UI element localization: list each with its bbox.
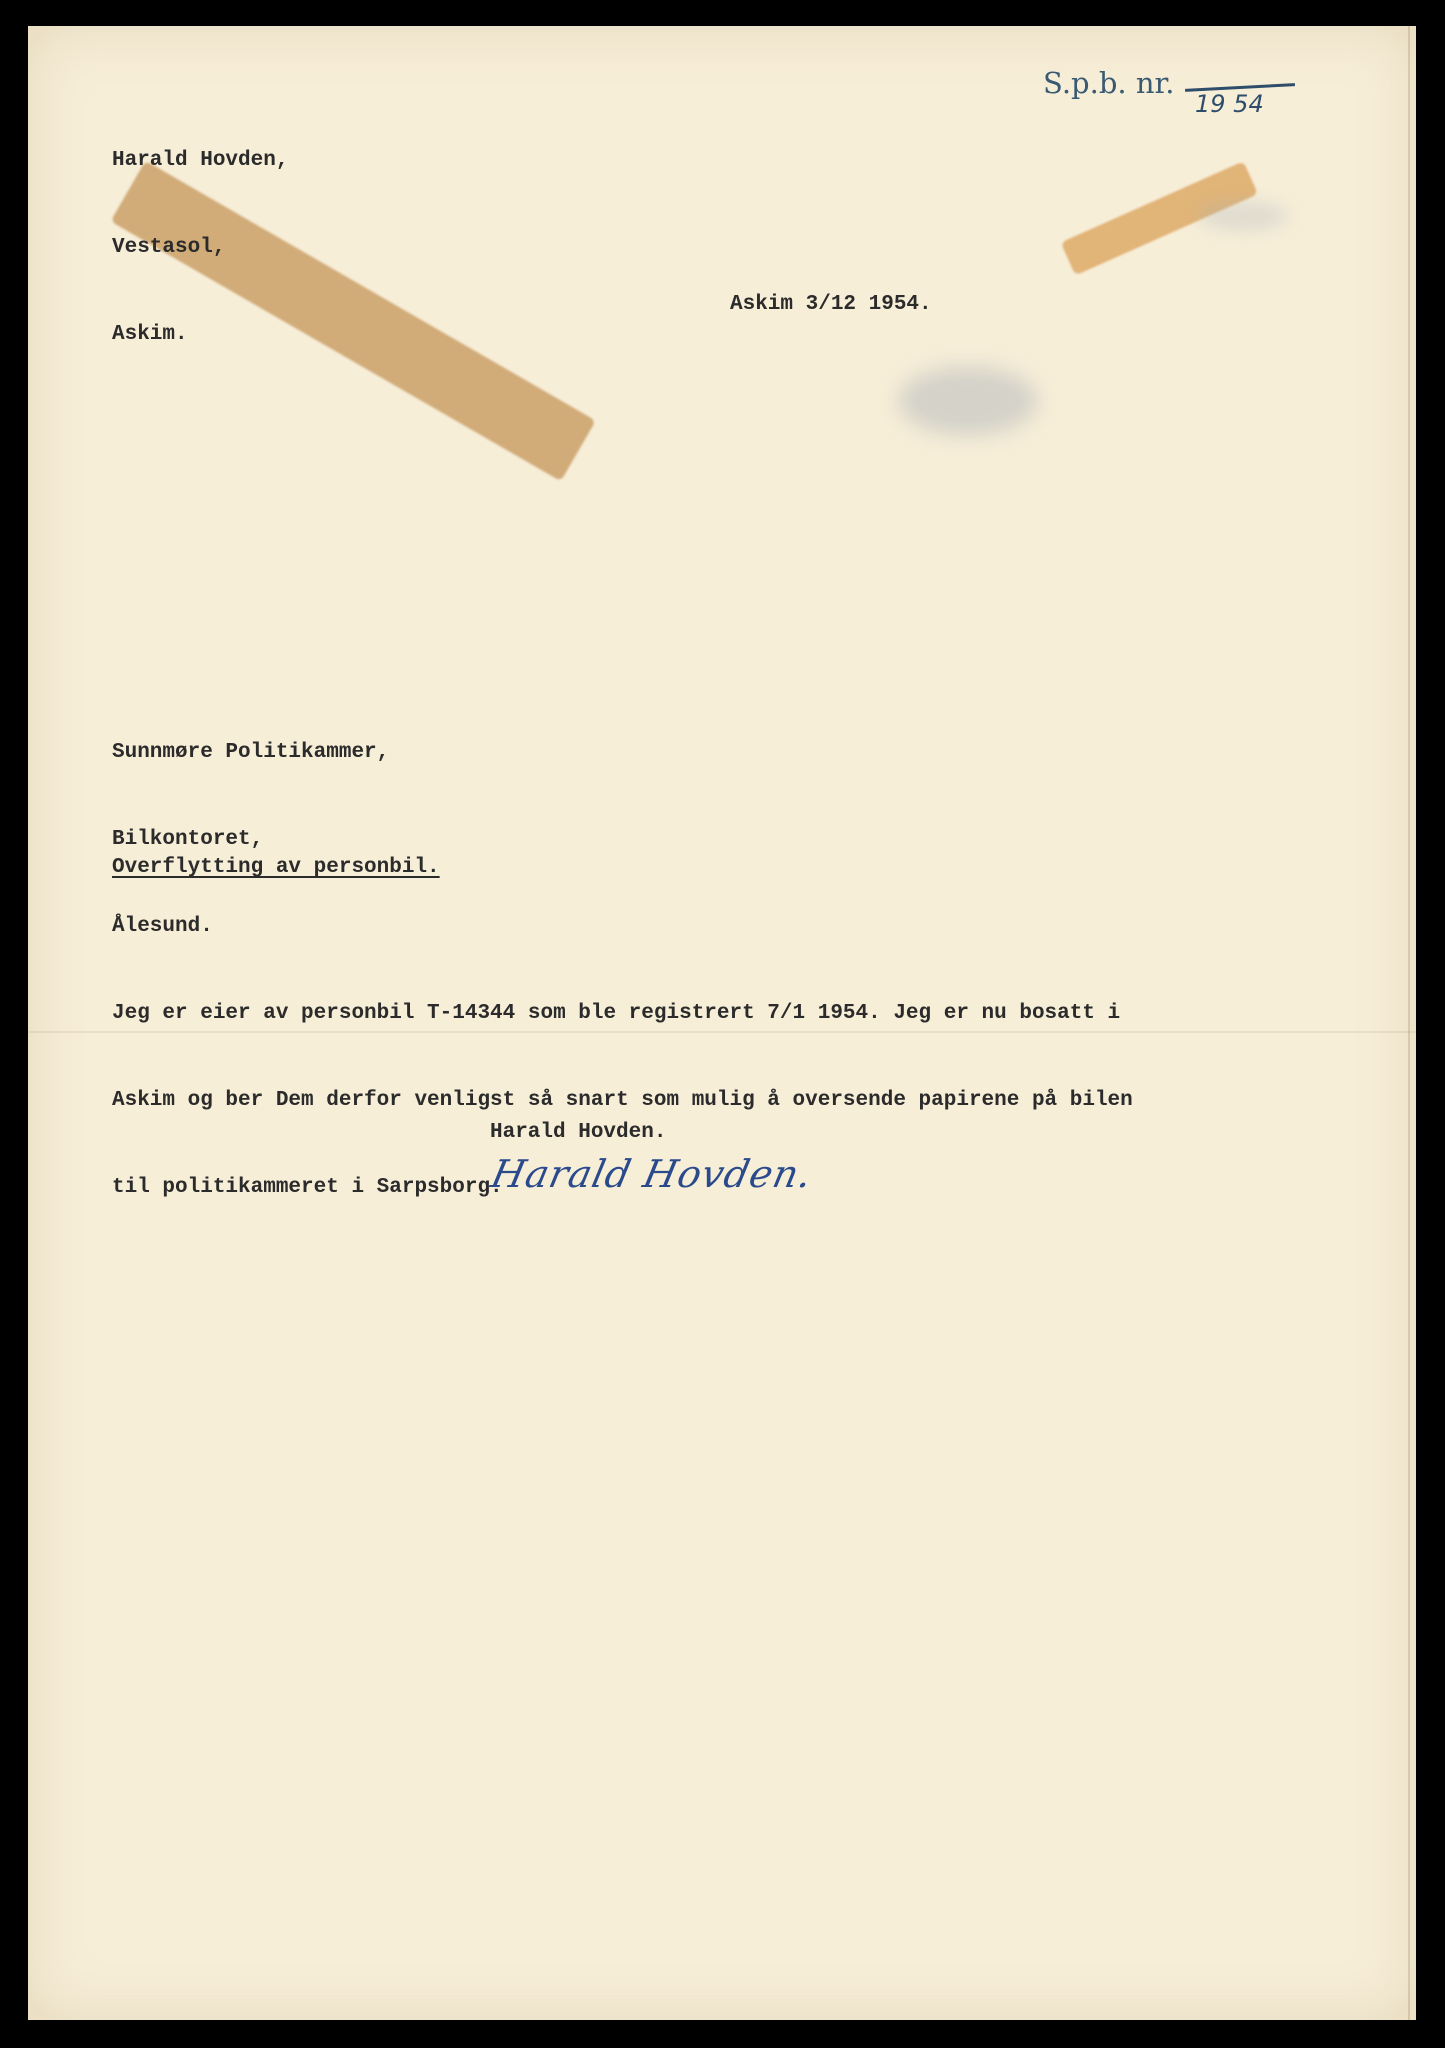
sender-street: Vestasol, (112, 236, 226, 259)
body-line: til politikammeret i Sarpsborg. (112, 1176, 503, 1199)
handwritten-signature: Harald Hovden. (487, 1152, 817, 1196)
body-line: Askim og ber Dem derfor venligst så snart som mulig å oversende papirene på bilen (112, 1089, 1133, 1112)
archive-stamp: S.p.b. nr. (1043, 66, 1175, 100)
paper-edge-crease (1408, 26, 1410, 2020)
ink-smudge (1198, 201, 1288, 231)
recipient-department: Bilkontoret, (112, 828, 264, 851)
letter-date: Askim 3/12 1954. (730, 293, 932, 316)
stamp-number: 19 54 (1195, 90, 1264, 118)
ink-smudge (898, 366, 1038, 436)
sender-name: Harald Hovden, (112, 149, 289, 172)
recipient-town: Ålesund. (112, 915, 213, 938)
recipient-address (112, 680, 389, 970)
typed-signature-name: Harald Hovden. (490, 1121, 667, 1144)
recipient-name: Sunnmøre Politikammer, (112, 741, 390, 764)
letter-subject: Overflytting av personbil. (112, 856, 440, 879)
body-line: Jeg er eier av personbil T-14344 som ble registrert 7/1 1954. Jeg er nu bosatt i (112, 1002, 1121, 1025)
sender-address (112, 88, 288, 378)
sender-town: Askim. (112, 323, 188, 346)
